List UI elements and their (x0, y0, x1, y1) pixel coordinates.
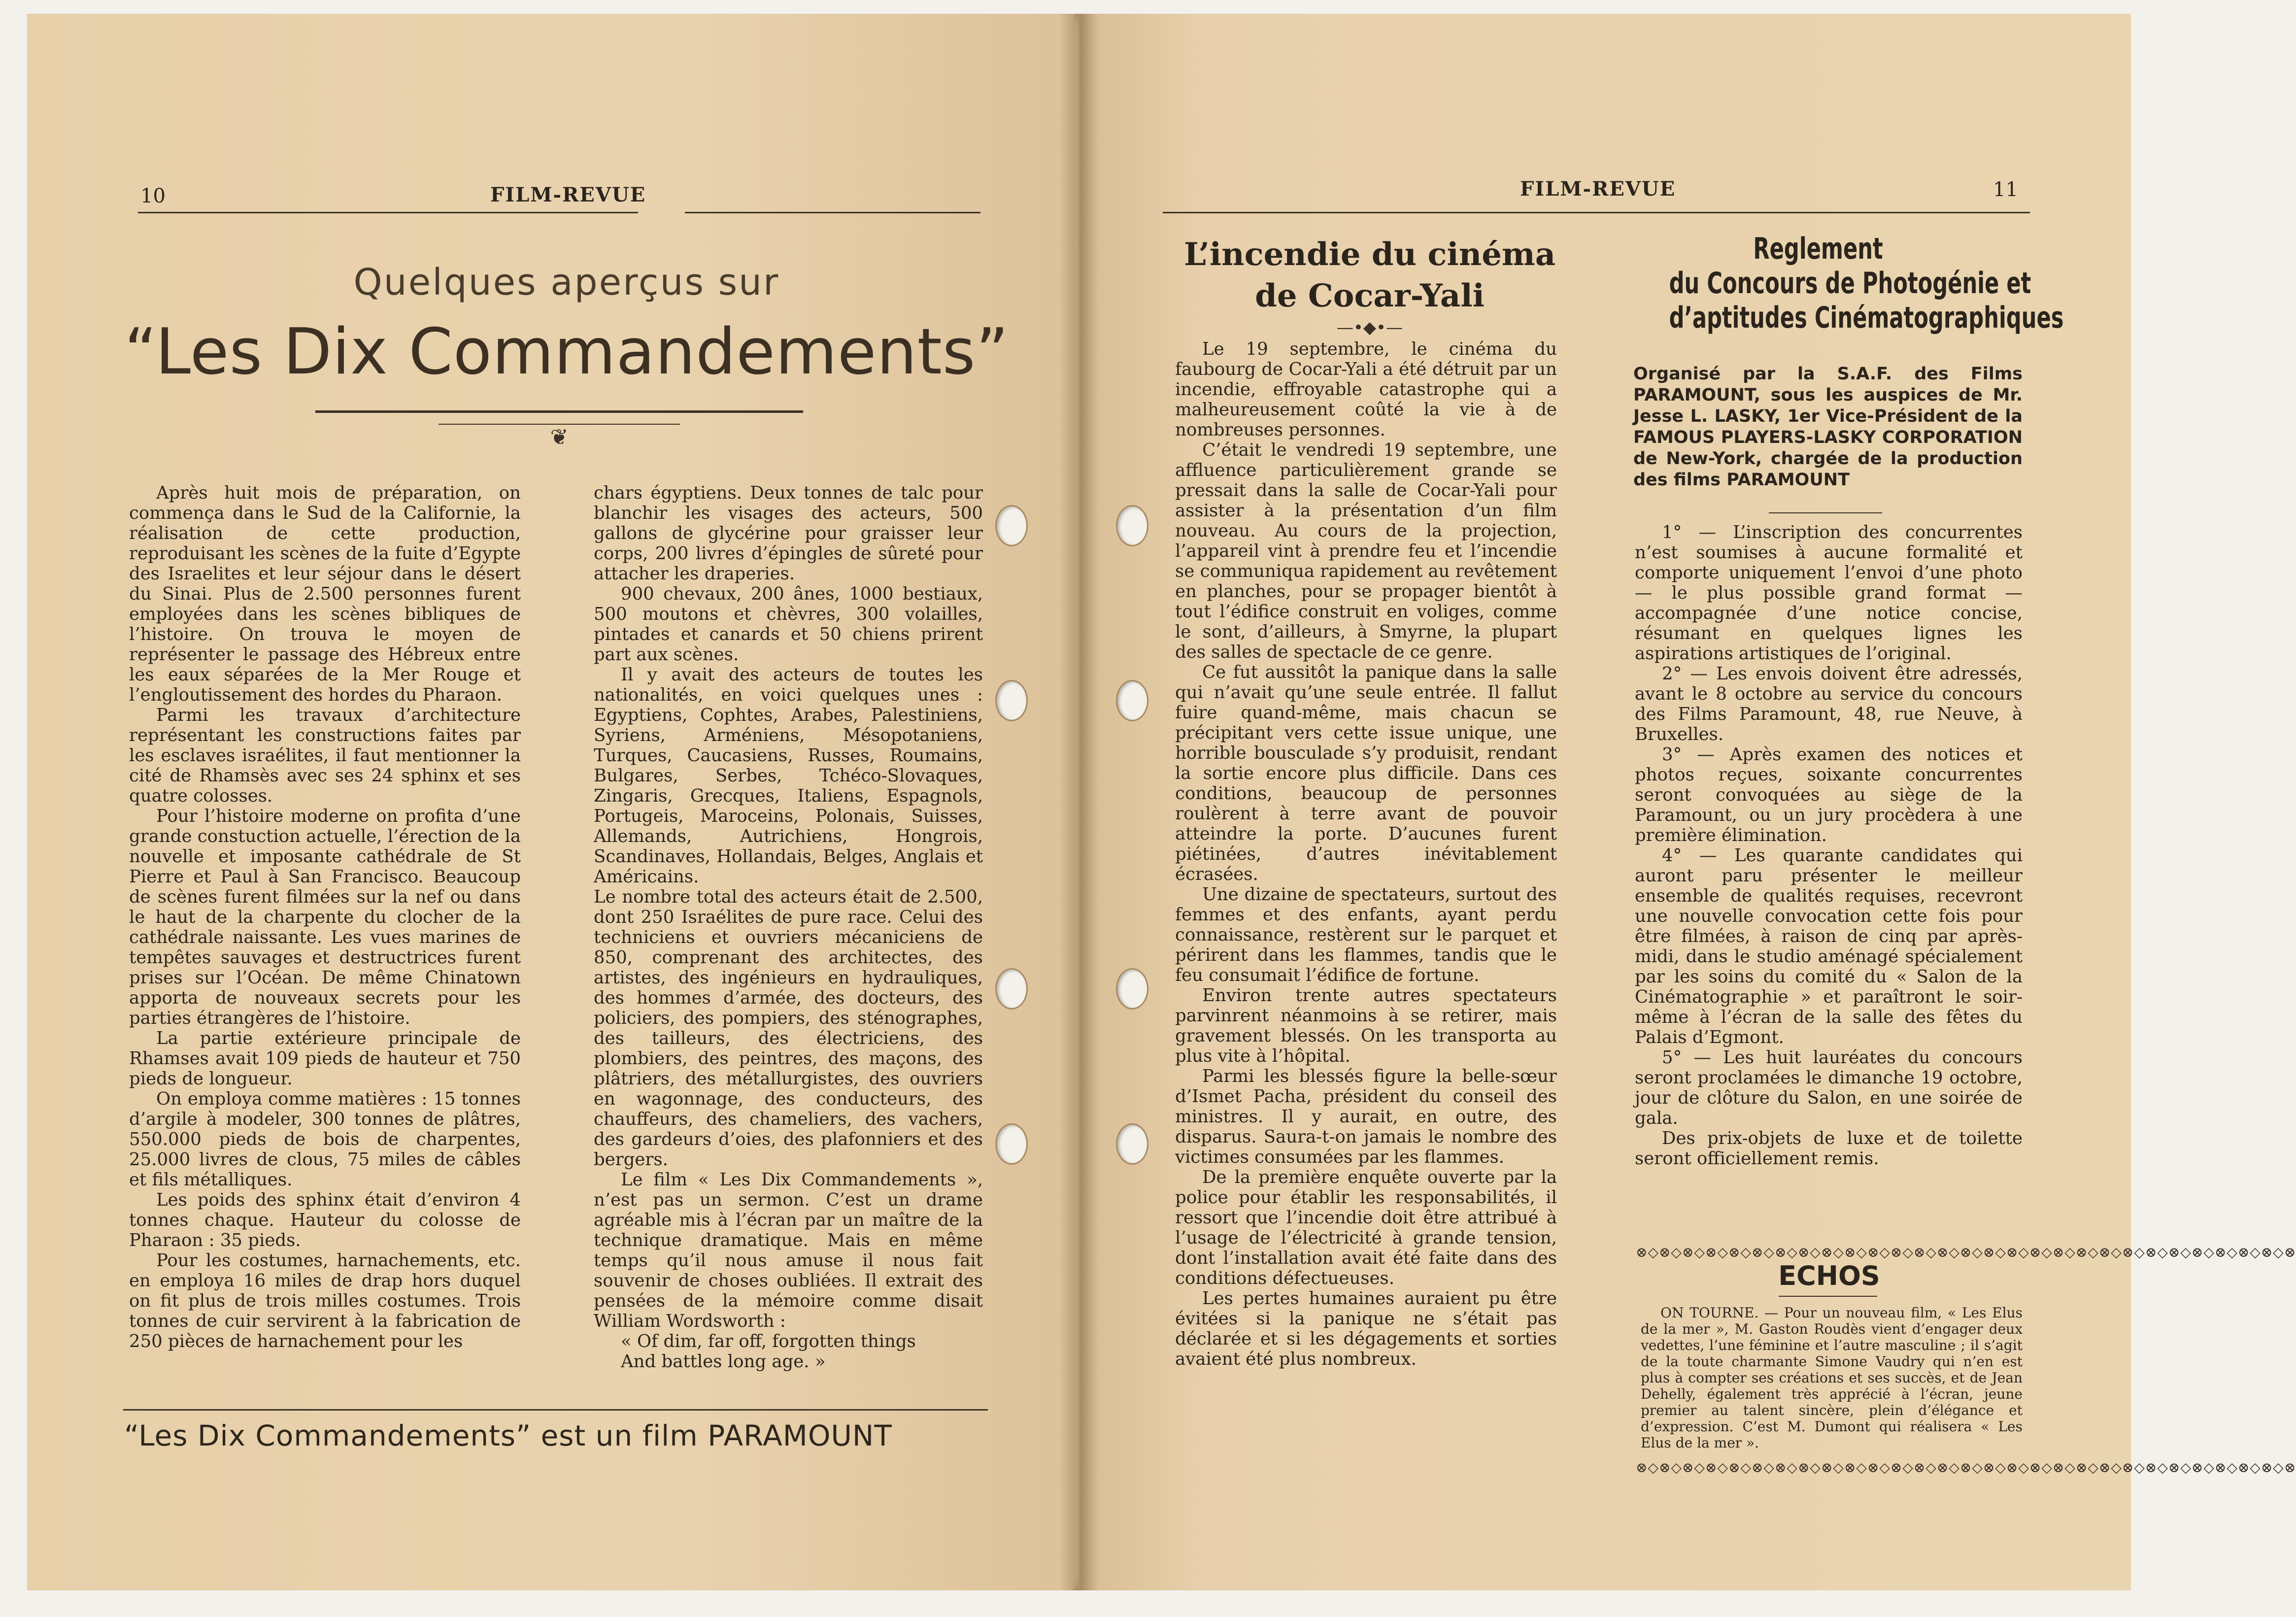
paragraph: Pour l’histoire moderne on profita d’une grande constuction actuelle, l’érection de la nouvelle et imposante cathédrale de St Pierre et Paul à San Francisco. Beaucoup de scènes furent filmées sur la nef ou dans le haut de la charpente du clocher de la cathédrale naissante. Les vues marines de tempêtes sauvages et destructrices furent prises sur l’Océan. De même Chinatown apporta de nouveaux secrets pour les parties étrangères de l’histoire. (129, 806, 521, 1028)
punch-hole (995, 1123, 1028, 1165)
punch-hole (995, 680, 1028, 721)
article-title-line: Reglement (1753, 232, 1883, 266)
ornamental-border: ⊗◇⊗◇⊗◇⊗◇⊗◇⊗◇⊗◇⊗◇⊗◇⊗◇⊗◇⊗◇⊗◇⊗◇⊗◇⊗◇⊗◇⊗◇⊗◇⊗◇⊗◇⊗◇⊗◇⊗◇⊗◇⊗◇⊗◇⊗◇⊗ (1636, 1459, 2296, 1476)
paragraph: C’était le vendredi 19 septembre, une affluence particulièrement grande se pressait dans la salle de Cocar-Yali pour assister à la présentation d’un film nouveau. Au cours de la projection, l’appareil vint à prendre feu et l’incendie se communiqua rapidement au revêtement en planches, pour se propager bientôt à tout l’édifice construit en voliges, comme le sont, d’ailleurs, à Smyrne, la plupart des salles de spectacle de ce genre. (1175, 440, 1557, 662)
title-ornament: —•◆•— (1336, 318, 1403, 337)
title-ornament: ❦ (550, 425, 569, 450)
paragraph: ON TOURNE. — Pour un nouveau film, « Les Elus de la mer », M. Gaston Roudès vient d’engager deux vedettes, l’une féminine et l’autre masculine ; il s’agit de la toute charmante Simone Vaudry qui n’en est plus à compter ses créations et ses succès, et de Jean Dehelly, également très apprécié à l’écran, jeune premier au talent sincère, plein d’élégance et d’expression. C’est M. Dumont qui réalisera « Les Elus de la mer ». (1641, 1305, 2023, 1451)
article-column (1635, 522, 2023, 1169)
ornamental-border: ⊗◇⊗◇⊗◇⊗◇⊗◇⊗◇⊗◇⊗◇⊗◇⊗◇⊗◇⊗◇⊗◇⊗◇⊗◇⊗◇⊗◇⊗◇⊗◇⊗◇⊗◇⊗◇⊗◇⊗◇⊗◇⊗◇⊗◇⊗◇⊗ (1636, 1244, 2296, 1260)
paragraph: Pour les costumes, harnachements, etc. en employa 16 miles de drap hors duquel on fit plus de trois milles costumes. Trois tonnes de cuir servirent à la fabrication de 250 pièces de harnachement pour les (129, 1250, 521, 1351)
page-number: 10 (140, 185, 166, 207)
paragraph: 3° — Après examen des notices et photos reçues, soixante concurrentes seront convoquées au siège de la Paramount, ou un jury procèdera à une première élimination. (1635, 744, 2023, 845)
punch-hole (1116, 1123, 1148, 1165)
paragraph: Environ trente autres spectateurs parvinrent néanmoins à se retirer, mais gravement blessés. On les transporta au plus vite à l’hôpital. (1175, 985, 1557, 1066)
punch-hole (995, 505, 1028, 546)
paragraph: 2° — Les envois doivent être adressés, avant le 8 octobre au service du concours des Films Paramount, 48, rue Neuve, à Bruxelles. (1635, 664, 2023, 744)
article-column-2 (594, 483, 983, 1372)
running-head: FILM-REVUE (490, 183, 646, 206)
paragraph: Parmi les travaux d’architecture représentant les constructions faites par les esclaves israélites, il faut mentionner la cité de Rhamsès avec ses 24 sphinx et ses quatre colosses. (129, 705, 521, 806)
article-title: “Les Dix Commandements” (124, 315, 1009, 389)
paragraph: Les pertes humaines auraient pu être évitées si la panique ne s’était pas déclarée et si les dégagements et sorties avaient été plus nombreux. (1175, 1288, 1557, 1369)
article-title (1611, 232, 2064, 335)
header-rule (685, 212, 980, 213)
paragraph: Parmi les blessés figure la belle-sœur d’Ismet Pacha, président du conseil des ministres. Il y aurait, en outre, des disparus. Saura-t-on jamais le nombre des victimes consumées par les flammes. (1175, 1066, 1557, 1167)
punch-hole (1116, 505, 1148, 546)
paragraph: 900 chevaux, 200 ânes, 1000 bestiaux, 500 moutons et chèvres, 300 volailles, pintades et canards et 50 chiens prirent part aux scènes. (594, 584, 983, 665)
section-rule (1779, 1296, 1877, 1297)
page-gutter (1059, 14, 1099, 1590)
echos-text (1641, 1305, 2023, 1451)
punch-hole (1116, 680, 1148, 721)
footer-title: “Les Dix Commandements” est un film PARAMOUNT (124, 1419, 892, 1452)
paragraph: 1° — L’inscription des concurrentes n’est soumises à aucune formalité et comporte uniquement l’envoi d’une photo — le plus possible grand format — accompagnée d’une notice concise, résumant en quelques lignes les aspirations artistiques de l’original. (1635, 522, 2023, 664)
paragraph: Une dizaine de spectateurs, surtout des femmes et des enfants, ayant perdu connaissance, restèrent sur le parquet et périrent dans les flammes, tandis que le feu consumait l’édifice de fortune. (1175, 884, 1557, 985)
article-title-line: d’aptitudes Cinématographiques (1669, 301, 2064, 335)
paragraph: Les poids des sphinx était d’environ 4 tonnes chaque. Hauteur du colosse de Pharaon : 35 pieds. (129, 1190, 521, 1250)
quote-line: And battles long age. » (621, 1351, 826, 1372)
header-rule (1163, 212, 2030, 213)
article-column (1175, 339, 1557, 1369)
section-rule (1769, 512, 1882, 513)
paragraph: Des prix-objets de luxe et de toilette seront officiellement remis. (1635, 1128, 2023, 1169)
paragraph: Ce fut aussitôt la panique dans la salle qui n’avait qu’une seule entrée. Il fallut fuire quand-même, mais chacun se précipitant vers cette issue unique, une horrible bousculade s’y produisit, rendant la sortie encore plus difficile. Dans ces conditions, beaucoup de personnes roulèrent à terre avant de pouvoir atteindre la porte. D’aucunes furent piétinées, d’autres inévitablement écrasées. (1175, 662, 1557, 884)
article-title (1158, 234, 1582, 317)
article-title-line: du Concours de Photogénie et (1669, 266, 2031, 301)
paragraph: 4° — Les quarante candidates qui auront paru présenter le meilleur ensemble de qualités requises, recevront une nouvelle convocation cette fois pour être filmées, à raison de cinq par après-midi, dans le studio aménagé spécialement par les soins du comité du « Salon de la Cinématographie » et paraîtront le soir-même à l’écran de la salle des fêtes du Palais d’Egmont. (1635, 845, 2023, 1047)
header-rule (138, 212, 638, 213)
article-column-1 (129, 483, 521, 1351)
organizer-notice: Organisé par la S.A.F. des Films PARAMOUNT, sous les auspices de Mr. Jesse L. LASKY, 1er Vice-Président de la FAMOUS PLAYERS-LASKY CORPORATION de New-York, chargée de la production des films PARAMOUNT (1633, 364, 2023, 490)
paragraph: La partie extérieure principale de Rhamses avait 109 pieds de hauteur et 750 pieds de longueur. (129, 1028, 521, 1089)
paragraph: Le nombre total des acteurs était de 2.500, dont 250 Israélites de pure race. Celui des techniciens et ouvriers mécaniciens de 850, comprenant des architectes, des artistes, des ingénieurs en hydrauliques, des hommes d’armée, des docteurs, des policiers, des pompiers, des sténographes, des tailleurs, des électriciens, des plombiers, des peintres, des maçons, des plâtriers, des métallurgistes, des ouvriers en wagonnage, des conducteurs, des chauffeurs, des chameliers, des vachers, des gardeurs d’oies, des plafonniers et des bergers. (594, 887, 983, 1170)
title-rule (315, 410, 803, 413)
paragraph: Après huit mois de préparation, on commença dans le Sud de la Californie, la réalisation de cette production, reproduisant les scènes de la fuite d’Egypte des Israelites et leur séjour dans le désert du Sinai. Plus de 2.500 personnes furent employées dans les scènes bibliques de l’histoire. On trouva le moyen de représenter le passage des Hébreux entre les eaux séparées de la Mer Rouge et l’engloutissement des hordes du Pharaon. (129, 483, 521, 705)
page-number: 11 (1993, 178, 2018, 201)
footer-rule (123, 1409, 988, 1411)
article-subtitle: Quelques aperçus sur (353, 261, 780, 303)
paragraph: 5° — Les huit lauréates du concours seront proclamées le dimanche 19 octobre, jour de clôture du Salon, en une soirée de gala. (1635, 1047, 2023, 1128)
punch-hole (995, 968, 1028, 1010)
article-title-line: de Cocar-Yali (1255, 277, 1485, 314)
paragraph: Il y avait des acteurs de toutes les nationalités, en voici quelques unes : Egyptiens, Cophtes, Arabes, Palestiniens, Syriens, Arméniens, Mésopotaniens, Turques, Caucasiens, Russes, Roumains, Bulgares, Serbes, Tchéco-Slovaques, Zingaris, Grecques, Italiens, Espagnols, Portugeis, Maroceins, Polonais, Suisses, Allemands, Autrichiens, Hongrois, Scandinaves, Hollandais, Belges, Anglais et Américains. (594, 665, 983, 887)
running-head: FILM-REVUE (1520, 177, 1676, 201)
paragraph: On employa comme matières : 15 tonnes d’argile à modeler, 300 tonnes de plâtres, 550.000 pieds de bois de charpentes, 25.000 livres de clous, 75 miles de câbles et fils métalliques. (129, 1089, 521, 1190)
paragraph: Le 19 septembre, le cinéma du faubourg de Cocar-Yali a été détruit par un incendie, effroyable catastrophe qui a malheureusement coûté la vie à de nombreuses personnes. (1175, 339, 1557, 440)
quote-line: « Of dim, far off, forgotten things (621, 1331, 916, 1351)
article-title-line: L’incendie du cinéma (1183, 236, 1556, 273)
paragraph: chars égyptiens. Deux tonnes de talc pour blanchir les visages des acteurs, 500 gallons de glycérine pour graisser leur corps, 200 livres d’épingles de sûreté pour attacher les draperies. (594, 483, 983, 584)
punch-hole (1116, 968, 1148, 1010)
paragraph: Le film « Les Dix Commandements », n’est pas un sermon. C’est un drame agréable mis à l’écran par un maître de la technique dramatique. Mais en même temps qu’il nous amuse il nous fait souvenir de choses oubliées. Il extrait des pensées de la mémoire comme disait William Wordsworth : (594, 1170, 983, 1331)
paragraph: De la première enquête ouverte par la police pour établir les responsabilités, il ressort que l’incendie doit être attribué à l’usage de l’électricité à grande tension, dont l’installation avait été faite dans des conditions défectueuses. (1175, 1167, 1557, 1288)
echos-title: ECHOS (1778, 1260, 1880, 1291)
